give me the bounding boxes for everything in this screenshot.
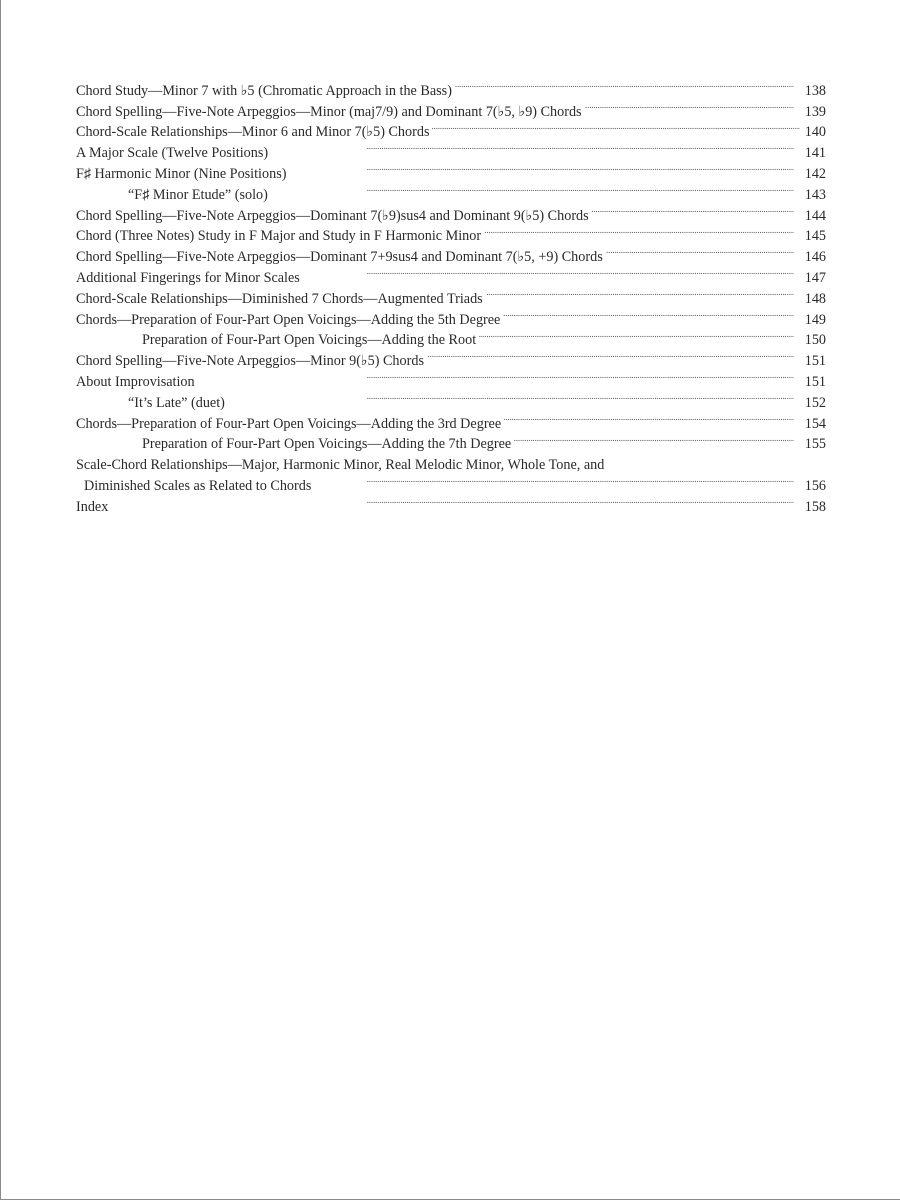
toc-entry-title: About Improvisation [76,373,195,390]
toc-entry-page: 141 [804,145,826,162]
dot-leader [427,344,794,365]
toc-entry-title: A Major Scale (Twelve Positions) [76,145,269,162]
dot-leader [432,116,800,137]
toc-entry-page: 145 [804,228,826,245]
dot-leader [228,386,794,407]
toc-entry-page: 146 [804,249,826,266]
toc-entry-title: Chord Spelling—Five-Note Arpeggios—Dominant 7(♭9)sus4 and Dominant 9(♭5) Chords [76,207,589,224]
toc-entry-page: 140 [804,124,826,141]
dot-leader [514,428,794,449]
dot-leader [606,240,794,261]
toc-entry-title: Index [76,498,109,515]
dot-leader [314,469,794,490]
dot-leader [303,261,794,282]
dot-leader [503,303,794,324]
toc-entry [76,74,826,99]
toc-entry-title: Chord-Scale Relationships—Minor 6 and Minor 7(♭5) Chords [76,124,430,141]
toc-entry-page: 139 [804,103,826,120]
dot-leader [479,324,794,345]
toc-entry [76,490,826,515]
toc-entry-title: Preparation of Four-Part Open Voicings—Adding the 7th Degree [142,436,512,453]
toc-entry-title: Chord Spelling—Five-Note Arpeggios—Minor 9(♭5) Chords [76,353,424,370]
toc-entry-title: Chords—Preparation of Four-Part Open Voicings—Adding the 3rd Degree [76,415,502,432]
toc-entry-title: Chord Spelling—Five-Note Arpeggios—Minor (maj7/9) and Dominant 7(♭5, ♭9) Chords [76,103,582,120]
dot-leader [198,365,794,386]
toc-entry-title: “F♯ Minor Etude” (solo) [128,186,268,203]
dot-leader [585,95,794,116]
toc-entry-title: F♯ Harmonic Minor (Nine Positions) [76,165,287,182]
toc-entry-title: “It’s Late” (duet) [128,394,225,411]
toc-entry-page: 138 [804,82,826,99]
toc-entry-title: Preparation of Four-Part Open Voicings—Adding the Root [142,332,477,349]
toc-entry-title: Scale-Chord Relationships—Major, Harmonic Minor, Real Melodic Minor, Whole Tone, and [76,457,605,474]
toc-entry-page: 149 [804,311,826,328]
toc-entry-title: Chord-Scale Relationships—Diminished 7 Chords—Augmented Triads [76,290,483,307]
toc-entry-page: 144 [804,207,826,224]
dot-leader [271,136,794,157]
dot-leader [592,199,794,220]
dot-leader [484,220,794,241]
dot-leader [504,407,794,428]
toc-entry-title: Chords—Preparation of Four-Part Open Voicings—Adding the 5th Degree [76,311,501,328]
toc-entry-title: Diminished Scales as Related to Chords [84,477,312,494]
toc-entry-page: 156 [804,477,826,494]
toc-entry-page: 151 [804,353,826,370]
toc-entry-page: 142 [804,165,826,182]
dot-leader [111,490,794,511]
toc-entry-title: Additional Fingerings for Minor Scales [76,269,300,286]
toc-entry-page: 150 [804,332,826,349]
toc-entry-page: 148 [804,290,826,307]
toc-entry-page: 155 [804,436,826,453]
toc-entry-page: 158 [804,498,826,515]
dot-leader [271,178,794,199]
toc-entry-page: 147 [804,269,826,286]
dot-leader [455,74,794,95]
table-of-contents [76,74,826,515]
toc-entry-page: 143 [804,186,826,203]
toc-entry-page: 151 [804,373,826,390]
toc-entry-title: Chord Study—Minor 7 with ♭5 (Chromatic Approach in the Bass) [76,82,452,99]
toc-entry-page: 154 [804,415,826,432]
toc-entry-title: Chord Spelling—Five-Note Arpeggios—Dominant 7+9sus4 and Dominant 7(♭5, +9) Chords [76,249,603,266]
dot-leader [486,282,794,303]
dot-leader [607,448,826,469]
toc-entry-page: 152 [804,394,826,411]
toc-entry-title: Chord (Three Notes) Study in F Major and Study in F Harmonic Minor [76,228,482,245]
dot-leader [289,157,794,178]
